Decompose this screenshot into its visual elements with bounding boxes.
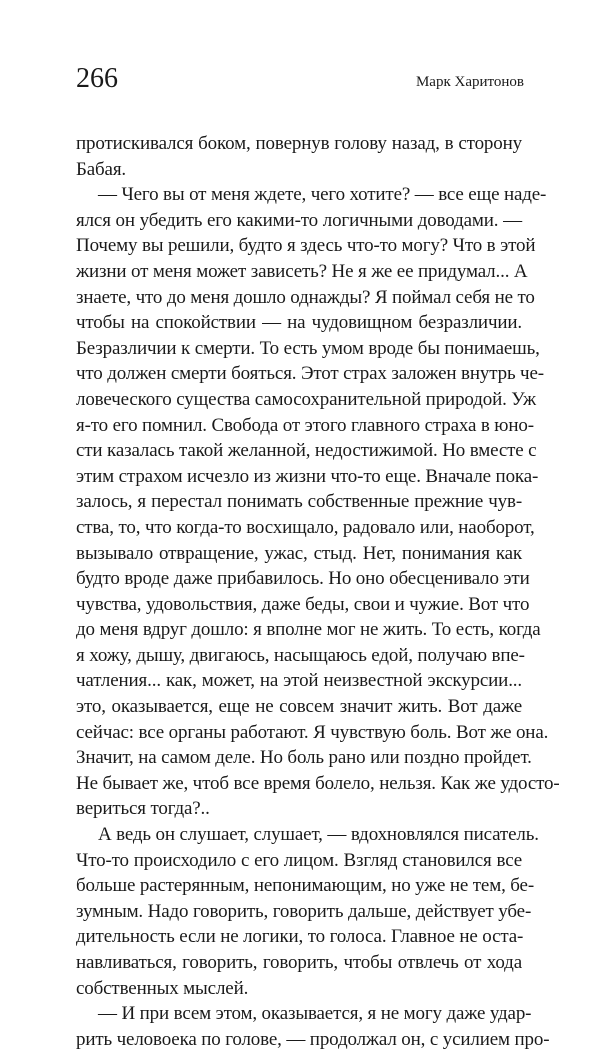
- text-line: дительность если не логики, то голоса. Главное не оста-: [76, 926, 524, 948]
- text-line: что должен смерти бояться. Этот страх заложен внутрь че-: [76, 363, 544, 385]
- text-line: — Чего вы от меня ждете, чего хотите? — все еще наде-: [98, 184, 547, 206]
- page-number: 266: [76, 63, 118, 94]
- running-head-author: Марк Харитонов: [415, 74, 524, 90]
- text-line: сти казалась такой желанной, недостижимой. Но вместе с: [76, 440, 537, 462]
- text-line: Что-то происходило с его лицом. Взгляд становился все: [76, 849, 522, 871]
- text-line: больше растерянным, непонимающим, но уже не тем, бе-: [76, 875, 535, 897]
- text-line: Не бывает же, чтоб все время болело, нельзя. Как же удосто-: [76, 772, 560, 794]
- text-line: будто вроде даже прибавилось. Но оно обесценивало эти: [76, 568, 530, 590]
- text-line: ловеческого существа самосохранительной природой. Уж: [76, 388, 536, 410]
- text-line: чувства, удовольствия, даже беды, свои и чужие. Вот что: [76, 593, 530, 615]
- text-line: залось, я перестал понимать собственные прежние чув-: [76, 491, 522, 513]
- page-header: [76, 62, 524, 102]
- text-line: знаете, что до меня дошло однажды? Я поймал себя не то: [76, 286, 535, 308]
- text-line: сейчас: все органы работают. Я чувствую боль. Вот же она.: [76, 721, 549, 743]
- text-line: протискивался боком, повернув голову назад, в сторону: [76, 133, 522, 154]
- text-line: рить человоека по голове, — продолжал он, с усилием про-: [76, 1028, 550, 1050]
- text-line: до меня вдруг дошло: я вполне мог не жить. То есть, когда: [76, 619, 541, 641]
- text-line: собственных мыслей.: [76, 977, 249, 999]
- text-line: Бабая.: [76, 158, 127, 180]
- text-line: я-то его помнил. Свобода от этого главного страха в юно-: [76, 414, 534, 436]
- text-line: Почему вы решили, будто я здесь что-то могу? Что в этой: [76, 235, 536, 257]
- body-text: [76, 131, 560, 1052]
- text-line: этим страхом исчезло из жизни что-то еще. Вначале пока-: [76, 465, 539, 487]
- text-line: ства, то, что когда-то восхищало, радовало или, наоборот,: [76, 516, 535, 538]
- text-line: жизни от меня может зависеть? Не я же ее придумал... А: [76, 260, 528, 282]
- text-line: вызывало отвращение, ужас, стыд. Нет, понимания как: [76, 542, 522, 564]
- text-line: вериться тогда?..: [76, 798, 210, 820]
- text-line: — И при всем этом, оказывается, я не могу даже удар-: [98, 1003, 532, 1025]
- text-line: чатления... как, может, на этой неизвестной экскурсии...: [76, 670, 522, 692]
- text-line: ялся он убедить его какими-то логичными доводами. —: [76, 209, 522, 231]
- text-line: Значит, на самом деле. Но боль рано или поздно пройдет.: [76, 747, 532, 769]
- text-line: я хожу, дышу, двигаюсь, насыщаюсь едой, получаю впе-: [76, 644, 525, 666]
- text-line: это, оказывается, еще не совсем значит жить. Вот даже: [76, 696, 522, 718]
- text-line: зумным. Надо говорить, говорить дальше, действует убе-: [76, 900, 532, 922]
- text-line: Безразличии к смерти. То есть умом вроде бы понимаешь,: [76, 337, 540, 359]
- text-line: А ведь он слушает, слушает, — вдохновлялся писатель.: [98, 824, 539, 846]
- text-line: навливаться, говорить, говорить, чтобы отвлечь от хода: [76, 952, 522, 973]
- text-line: чтобы на спокойствии — на чудовищном безразличии.: [76, 312, 522, 334]
